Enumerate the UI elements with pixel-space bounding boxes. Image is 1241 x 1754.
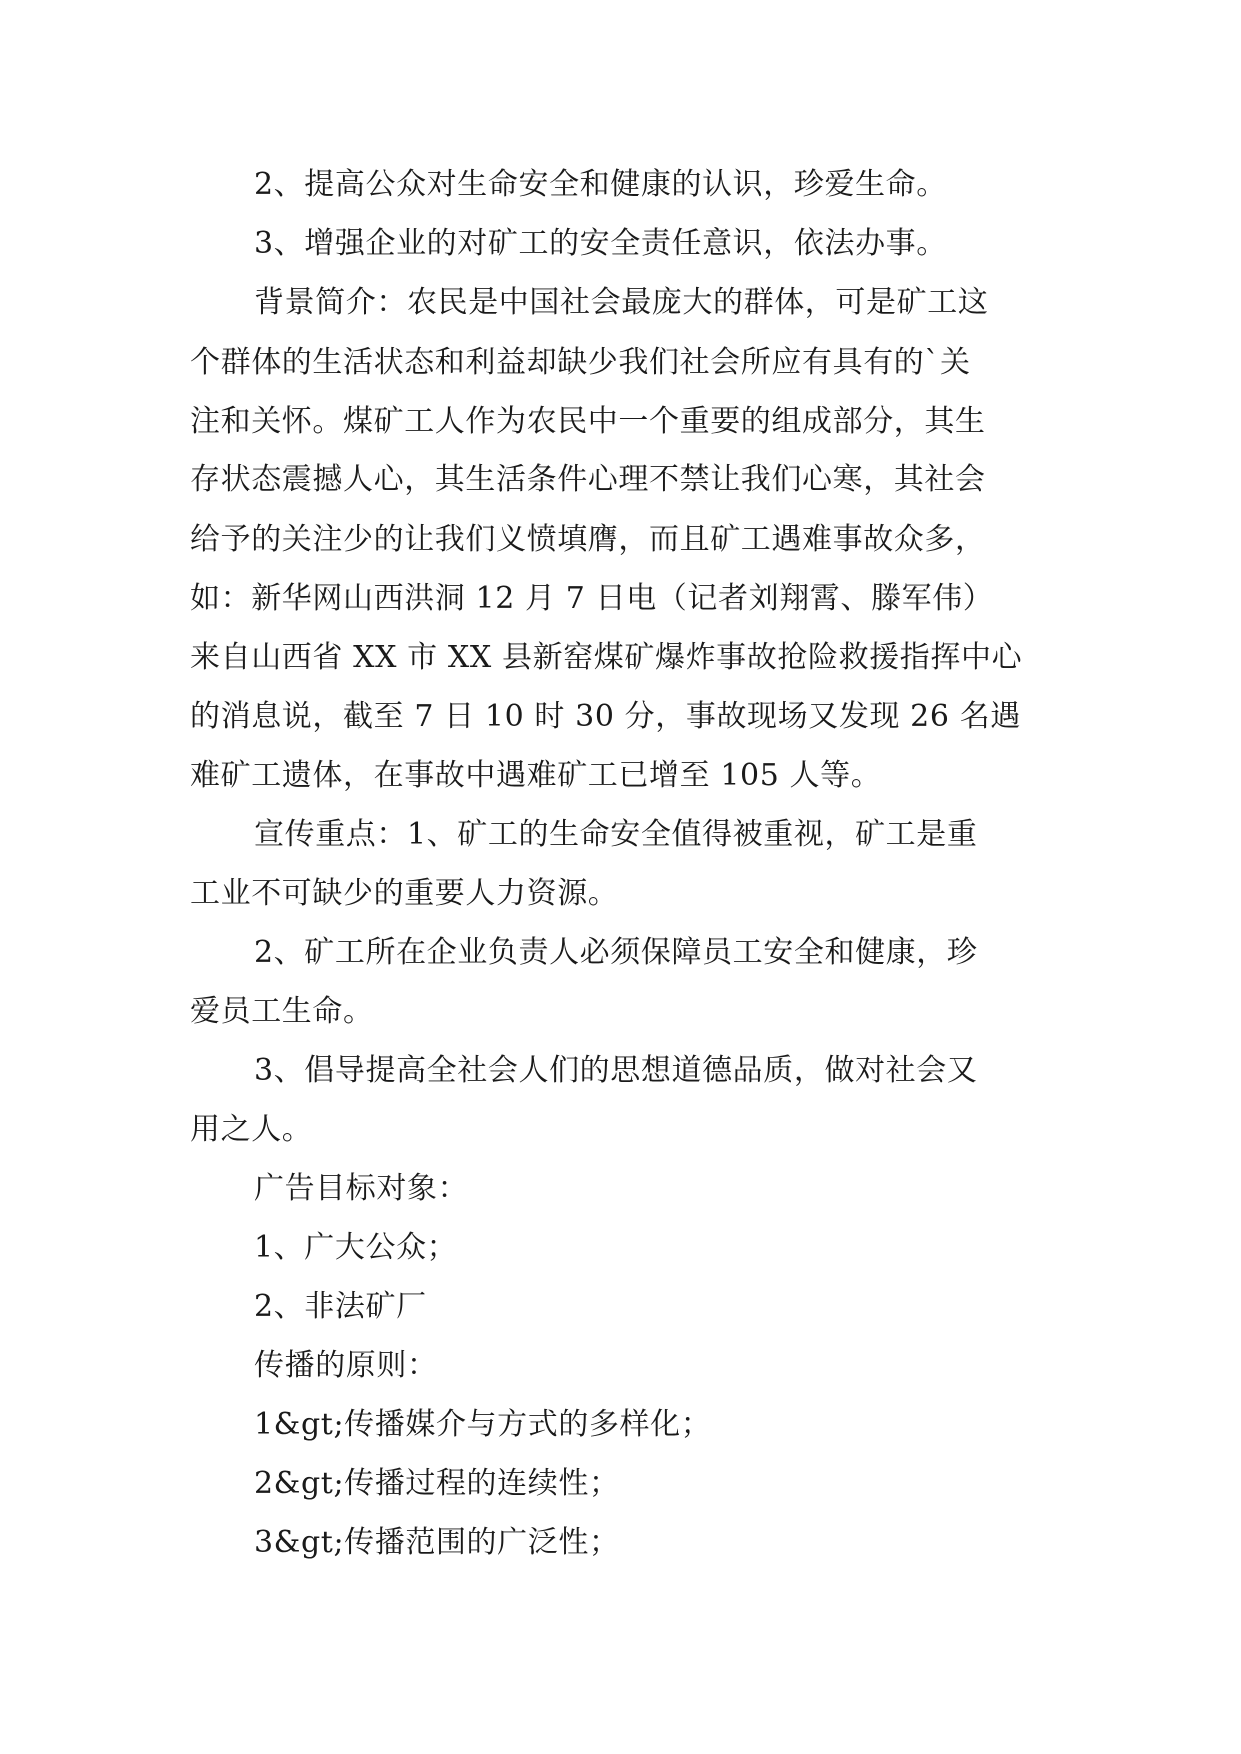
text-line: 个群体的生活状态和利益却缺少我们社会所应有具有的`关 xyxy=(190,345,971,380)
text-line: 工业不可缺少的重要人力资源。 xyxy=(190,876,619,911)
text-line: 来自山西省 XX 市 XX 县新窑煤矿爆炸事故抢险救援指挥中心 xyxy=(190,640,1023,675)
text-line: 的消息说，截至 7 日 10 时 30 分，事故现场又发现 26 名遇 xyxy=(190,699,1021,734)
text-line: 难矿工遗体，在事故中遇难矿工已增至 105 人等。 xyxy=(190,758,882,793)
text-line: 广告目标对象： xyxy=(254,1171,469,1206)
text-line: 用之人。 xyxy=(190,1112,313,1147)
text-line: 存状态震撼人心，其生活条件心理不禁让我们心寒，其社会 xyxy=(190,462,986,497)
text-line: 2、提高公众对生命安全和健康的认识，珍爱生命。 xyxy=(254,167,947,202)
text-line: 背景简介：农民是中国社会最庞大的群体，可是矿工这 xyxy=(254,285,989,320)
text-line: 2&gt;传播过程的连续性； xyxy=(254,1466,620,1501)
text-line: 爱员工生命。 xyxy=(190,994,374,1029)
text-line: 3&gt;传播范围的广泛性； xyxy=(254,1525,620,1560)
text-line: 2、矿工所在企业负责人必须保障员工安全和健康，珍 xyxy=(254,935,978,970)
text-line: 1&gt;传播媒介与方式的多样化； xyxy=(254,1407,712,1442)
text-line: 给予的关注少的让我们义愤填膺，而且矿工遇难事故众多， xyxy=(190,522,986,557)
text-line: 2、非法矿厂 xyxy=(254,1289,427,1324)
text-line: 1、广大公众； xyxy=(254,1230,458,1265)
text-line: 传播的原则： xyxy=(254,1348,438,1383)
text-line: 3、倡导提高全社会人们的思想道德品质，做对社会又 xyxy=(254,1053,978,1088)
text-line: 宣传重点：1、矿工的生命安全值得被重视，矿工是重 xyxy=(254,817,978,852)
text-line: 注和关怀。煤矿工人作为农民中一个重要的组成部分，其生 xyxy=(190,404,986,439)
text-line: 3、增强企业的对矿工的安全责任意识，依法办事。 xyxy=(254,226,947,261)
text-line: 如：新华网山西洪洞 12 月 7 日电（记者刘翔霄、滕军伟） xyxy=(190,581,994,616)
